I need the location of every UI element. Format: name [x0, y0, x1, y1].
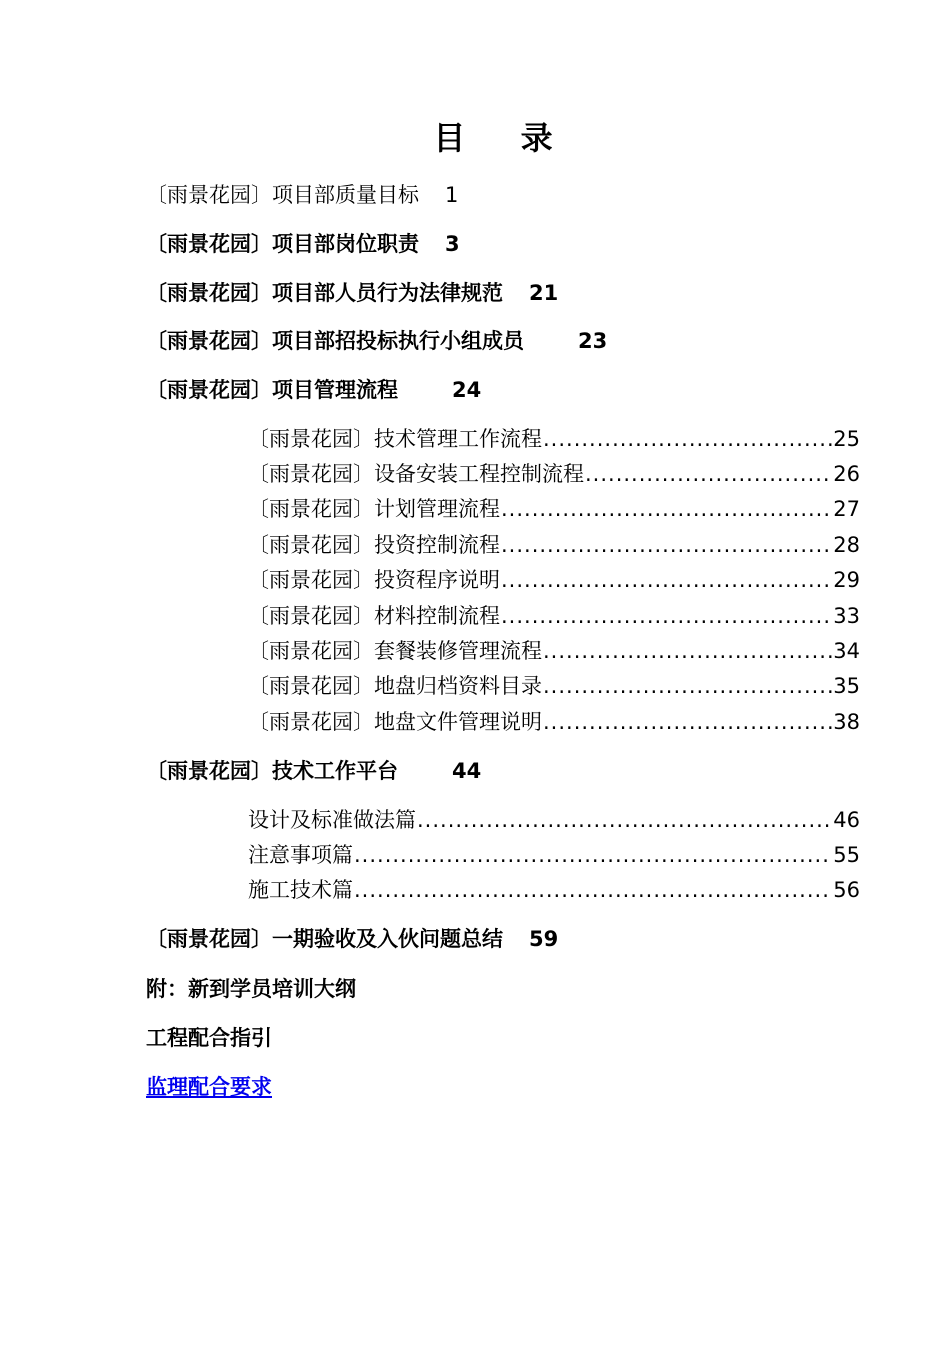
toc-sub-label: 〔雨景花园〕投资控制流程: [248, 533, 500, 557]
dot-leader: [354, 840, 832, 870]
toc-entry-page: 24: [452, 378, 482, 402]
toc-sub-label: 施工技术篇: [248, 878, 353, 902]
toc-sub-page: 34: [833, 639, 860, 663]
toc-entry-label: 〔雨景花园〕一期验收及入伙问题总结: [146, 927, 503, 951]
toc-entry-page: 44: [452, 759, 482, 783]
toc-sub-page: 56: [833, 878, 860, 902]
toc-entry-appendix[interactable]: 附：新到学员培训大纲: [146, 977, 356, 1001]
toc-sub-label: 〔雨景花园〕计划管理流程: [248, 497, 500, 521]
toc-entry-staff-conduct[interactable]: [146, 278, 558, 308]
toc-entry-job-duties[interactable]: [146, 229, 460, 259]
toc-sub-page: 28: [833, 533, 860, 557]
toc-sub-entry[interactable]: [248, 805, 860, 835]
dot-leader: [354, 875, 832, 905]
toc-entry-label: 〔雨景花园〕项目部招投标执行小组成员: [146, 329, 524, 353]
supervision-link[interactable]: 监理配合要求: [146, 1075, 272, 1099]
toc-sub-label: 〔雨景花园〕设备安装工程控制流程: [248, 462, 584, 486]
toc-sub-page: 29: [833, 568, 860, 592]
toc-entry-engineering-guide[interactable]: 工程配合指引: [146, 1026, 272, 1050]
toc-sub-entry[interactable]: [248, 671, 860, 701]
toc-sub-page: 55: [833, 843, 860, 867]
toc-entry-quality-goals[interactable]: [146, 180, 458, 210]
toc-entry-page: 23: [578, 329, 608, 353]
toc-sub-entry[interactable]: [248, 459, 860, 489]
toc-sub-page: 33: [833, 604, 860, 628]
page-title: 目 录: [433, 119, 575, 157]
dot-leader: [501, 565, 832, 595]
dot-leader: [543, 424, 832, 454]
toc-entry-label: 〔雨景花园〕技术工作平台: [146, 759, 398, 783]
toc-sub-label: 〔雨景花园〕地盘文件管理说明: [248, 710, 542, 734]
toc-sub-label: 〔雨景花园〕投资程序说明: [248, 568, 500, 592]
toc-sub-page: 35: [833, 674, 860, 698]
toc-entry-label: 〔雨景花园〕项目部岗位职责: [146, 232, 419, 256]
toc-entry-label: 〔雨景花园〕项目部人员行为法律规范: [146, 281, 503, 305]
dot-leader: [501, 494, 832, 524]
toc-sub-page: 38: [833, 710, 860, 734]
toc-sub-label: 〔雨景花园〕地盘归档资料目录: [248, 674, 542, 698]
toc-sub-page: 26: [833, 462, 860, 486]
toc-sub-entry[interactable]: [248, 707, 860, 737]
dot-leader: [417, 805, 832, 835]
dot-leader: [501, 530, 832, 560]
toc-sub-page: 46: [833, 808, 860, 832]
toc-entry-page: 59: [529, 927, 559, 951]
toc-entry-page: 21: [529, 281, 559, 305]
toc-sub-label: 设计及标准做法篇: [248, 808, 416, 832]
toc-sub-page: 27: [833, 497, 860, 521]
toc-sub-entry[interactable]: [248, 565, 860, 595]
toc-sub-label: 〔雨景花园〕技术管理工作流程: [248, 427, 542, 451]
toc-entry-tech-platform[interactable]: [146, 756, 481, 786]
toc-sub-entry[interactable]: [248, 494, 860, 524]
toc-entry-page: 3: [445, 232, 460, 256]
toc-sub-entry[interactable]: [248, 530, 860, 560]
toc-sub-label: 注意事项篇: [248, 843, 353, 867]
toc-sub-entry[interactable]: [248, 636, 860, 666]
toc-entry-page: 1: [445, 183, 459, 207]
toc-entry-bidding-group[interactable]: [146, 326, 607, 356]
toc-entry-management-process[interactable]: [146, 375, 481, 405]
dot-leader: [501, 601, 832, 631]
toc-sub-label: 〔雨景花园〕材料控制流程: [248, 604, 500, 628]
toc-sub-label: 〔雨景花园〕套餐装修管理流程: [248, 639, 542, 663]
toc-entry-acceptance-summary[interactable]: [146, 924, 558, 954]
dot-leader: [543, 636, 832, 666]
toc-entry-label: 〔雨景花园〕项目管理流程: [146, 378, 398, 402]
dot-leader: [543, 671, 832, 701]
toc-sub-page: 25: [833, 427, 860, 451]
toc-sub-entry[interactable]: [248, 840, 860, 870]
toc-sub-entry[interactable]: [248, 424, 860, 454]
toc-entry-label: 〔雨景花园〕项目部质量目标: [146, 183, 419, 207]
toc-sub-entry[interactable]: [248, 875, 860, 905]
toc-sub-entry[interactable]: [248, 601, 860, 631]
dot-leader: [543, 707, 832, 737]
dot-leader: [585, 459, 832, 489]
